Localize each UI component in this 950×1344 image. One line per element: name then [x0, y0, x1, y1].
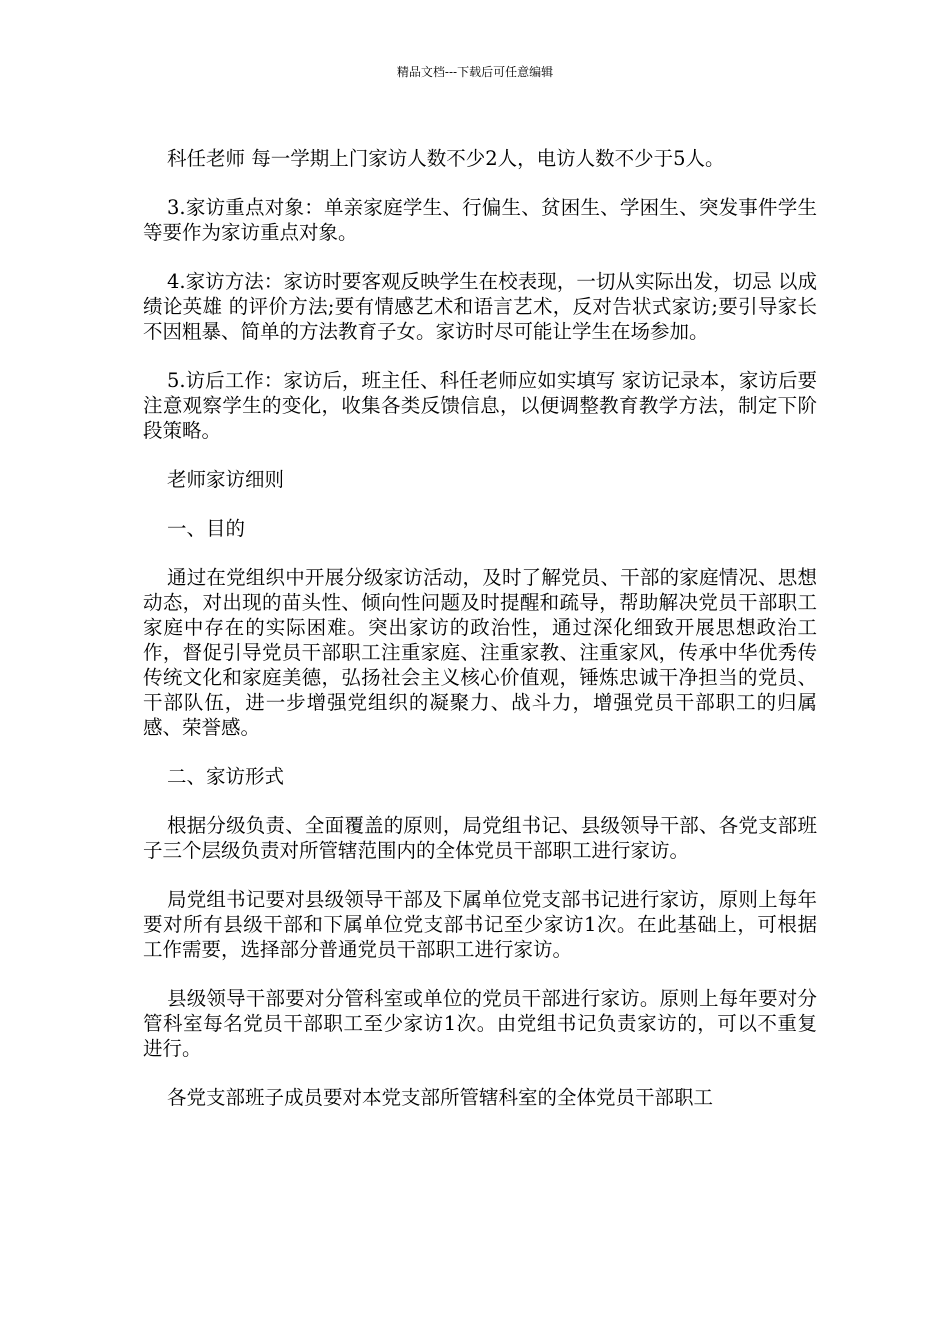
paragraph-visit-methods: 4.家访方法：家访时要客观反映学生在校表现，一切从实际出发，切忌 以成绩论英雄 的评价方法;要有情感艺术和语言艺术，反对告状式家访;要引导家长不因粗暴、简单的方法教育子女。家访时尽可能让学生在场参加。	[143, 270, 817, 343]
paragraph-county-leaders: 县级领导干部要对分管科室或单位的党员干部进行家访。原则上每年要对分管科室每名党员干部职工至少家访1次。由党组书记负责家访的，可以不重复进行。	[143, 987, 817, 1060]
paragraph-after-visit: 5.访后工作：家访后，班主任、科任老师应如实填写 家访记录本，家访后要注意观察学生的变化，收集各类反馈信息，以便调整教育教学方法，制定下阶段策略。	[143, 369, 817, 442]
paragraph-teacher-visit-count: 科任老师 每一学期上门家访人数不少2人，电访人数不少于5人。	[167, 147, 725, 170]
section-heading-visit-form: 二、家访形式	[167, 765, 285, 788]
paragraph-purpose: 通过在党组织中开展分级家访活动，及时了解党员、干部的家庭情况、思想动态，对出现的苗头性、倾向性问题及时提醒和疏导，帮助解决党员干部职工家庭中存在的实际困难。突出家访的政治性，通过深化细致开展思想政治工作，督促引导党员干部职工注重家庭、注重家教、注重家风，传承中华优秀传传统文化和家庭美德，弘扬社会主义核心价值观，锤炼忠诚干净担当的党员、干部队伍，进一步增强党组织的凝聚力、战斗力，增强党员干部职工的归属感、荣誉感。	[143, 566, 817, 739]
paragraph-branch-members: 各党支部班子成员要对本党支部所管辖科室的全体党员干部职工	[167, 1086, 714, 1109]
section-heading-purpose: 一、目的	[167, 517, 246, 540]
paragraph-party-secretary: 局党组书记要对县级领导干部及下属单位党支部书记进行家访，原则上每年要对所有县级干部和下属单位党支部书记至少家访1次。在此基础上，可根据工作需要，选择部分普通党员干部职工进行家访。	[143, 888, 817, 961]
paragraph-graded-responsibility: 根据分级负责、全面覆盖的原则，局党组书记、县级领导干部、各党支部班子三个层级负责对所管辖范围内的全体党员干部职工进行家访。	[143, 814, 817, 862]
document-body	[143, 146, 817, 1134]
page-header: 精品文档---下载后可任意编辑	[396, 65, 554, 79]
paragraph-key-targets: 3.家访重点对象：单亲家庭学生、行偏生、贫困生、学困生、突发事件学生等要作为家访重点对象。	[143, 196, 817, 244]
section-title-visit-rules: 老师家访细则	[167, 468, 285, 491]
